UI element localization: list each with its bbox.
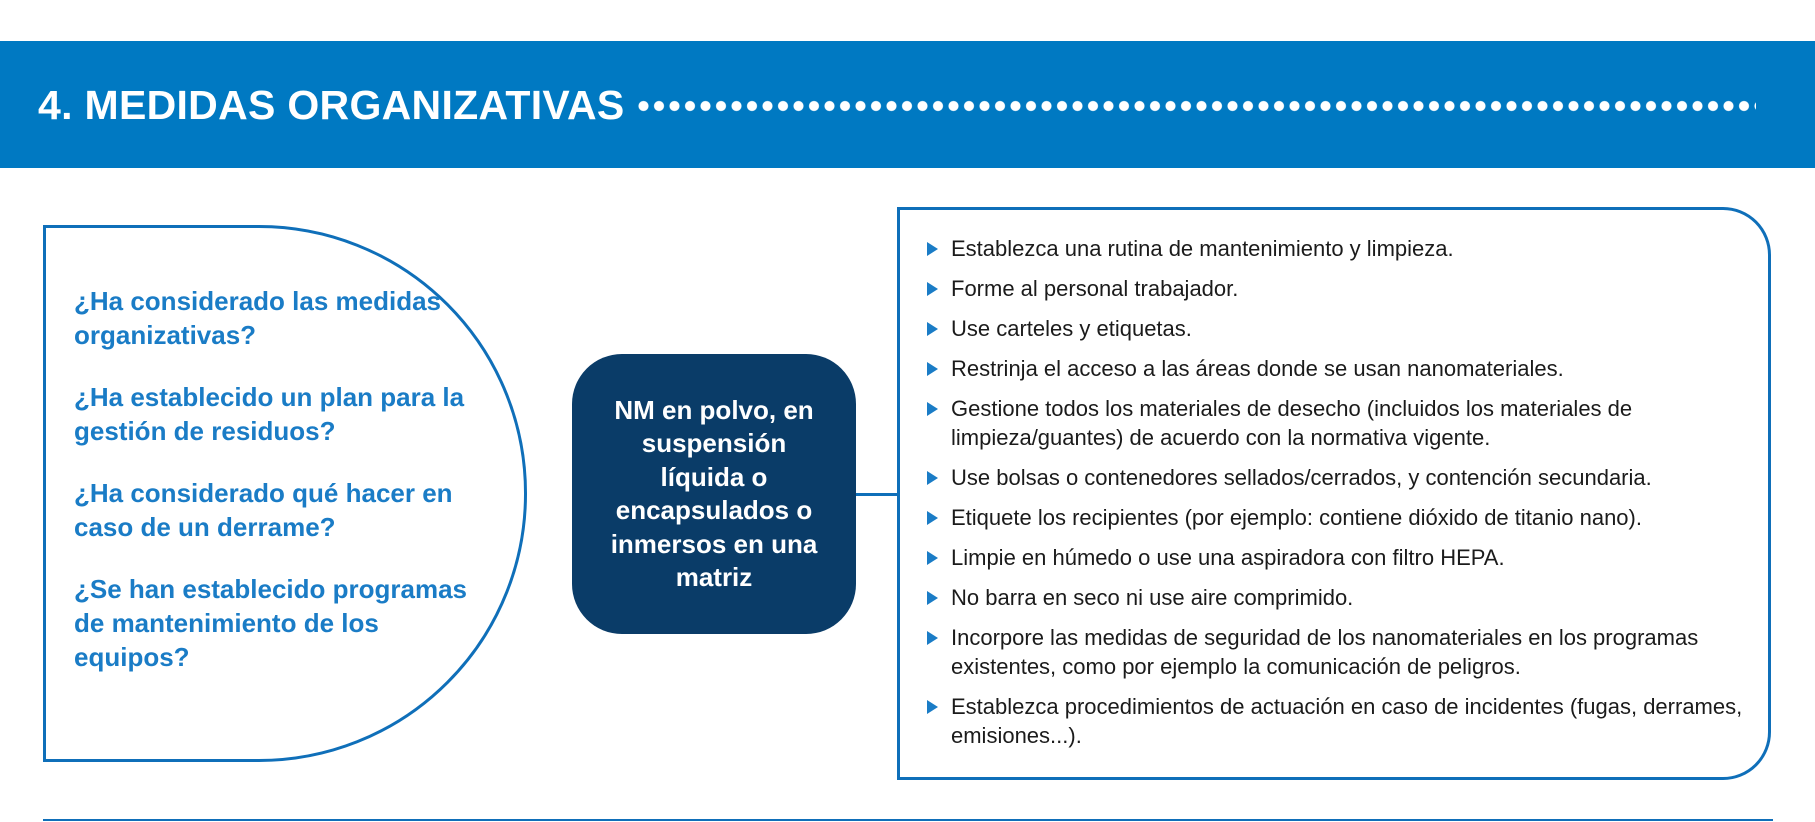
measure-item [925,234,1755,263]
bullet-arrow-icon [927,362,938,376]
measure-item [925,314,1755,343]
measure-text: Restrinja el acceso a las áreas donde se usan nanomateriales. [951,356,1564,381]
bullet-arrow-icon [927,322,938,336]
section-title: 4. MEDIDAS ORGANIZATIVAS [38,82,625,128]
question-item: ¿Ha considerado qué hacer en caso de un derrame? [74,478,453,542]
measure-item [925,692,1755,750]
measure-text: Forme al personal trabajador. [951,276,1239,301]
measure-text: Establezca una rutina de mantenimiento y limpieza. [951,236,1454,261]
bottom-divider [43,819,1773,821]
bullet-arrow-icon [927,282,938,296]
header-dotted-leader [636,98,1756,114]
measure-item [925,583,1755,612]
bullet-arrow-icon [927,631,938,645]
measure-text: Limpie en húmedo o use una aspiradora con filtro HEPA. [951,545,1505,570]
connector-line [856,493,898,496]
question-item: ¿Se han establecido programas de mantenimiento de los equipos? [74,574,468,672]
nanomaterial-form-label: NM en polvo, en suspensión líquida o encapsulados o inmersos en una matriz [610,394,818,592]
measure-item [925,394,1755,452]
question-item: ¿Ha establecido un plan para la gestión de residuos? [74,382,465,446]
measure-item [925,543,1755,572]
bullet-arrow-icon [927,511,938,525]
nanomaterial-form-box [572,354,856,634]
bullet-arrow-icon [927,700,938,714]
measure-text: Etiquete los recipientes (por ejemplo: contiene dióxido de titanio nano). [951,505,1642,530]
measure-text: Use bolsas o contenedores sellados/cerrados, y contención secundaria. [951,465,1652,490]
question-item: ¿Ha considerado las medidas organizativas? [74,286,442,350]
bullet-arrow-icon [927,551,938,565]
measure-item [925,623,1755,681]
measure-text: Use carteles y etiquetas. [951,316,1192,341]
measure-text: Gestione todos los materiales de desecho (incluidos los materiales de limpieza/guantes) de acuerdo con la normativa vigente. [951,396,1633,450]
measure-item [925,274,1755,303]
bullet-arrow-icon [927,402,938,416]
measures-list [925,234,1755,761]
questions-list [74,284,494,702]
measure-text: Incorpore las medidas de seguridad de los nanomateriales en los programas existentes, como por ejemplo la comunicación de peligros. [951,625,1699,679]
bullet-arrow-icon [927,471,938,485]
bullet-arrow-icon [927,242,938,256]
measure-item [925,503,1755,532]
measure-item [925,354,1755,383]
measure-item [925,463,1755,492]
bullet-arrow-icon [927,591,938,605]
measure-text: No barra en seco ni use aire comprimido. [951,585,1354,610]
measure-text: Establezca procedimientos de actuación en caso de incidentes (fugas, derrames, emisiones...). [951,694,1743,748]
